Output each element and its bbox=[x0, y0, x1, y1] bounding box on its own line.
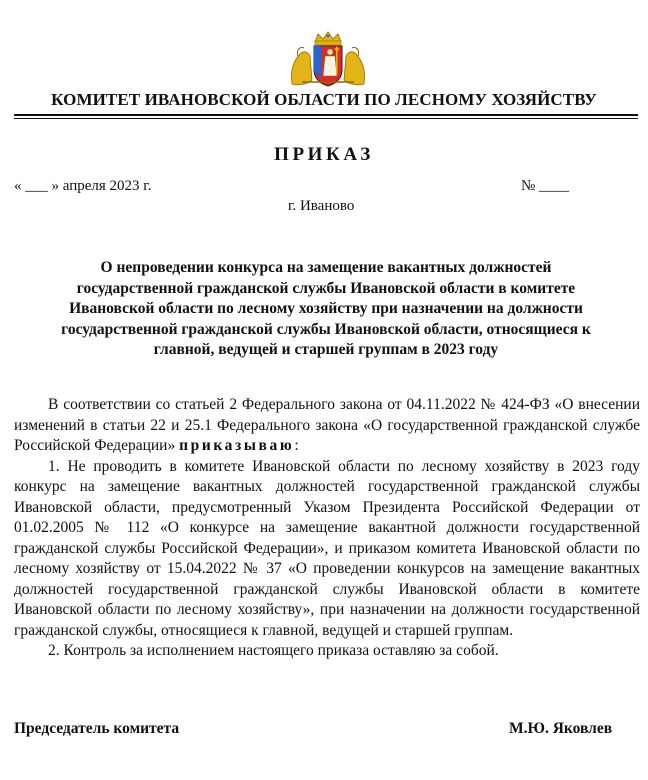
title-line: главной, ведущей и старшей группам в 2023 году bbox=[153, 341, 499, 358]
order-word: приказываю bbox=[179, 437, 295, 454]
header-divider-thick bbox=[14, 114, 638, 116]
header-divider-thin bbox=[14, 118, 638, 119]
item-2-paragraph: 2. Контроль за исполнением настоящего приказа оставляю за собой. bbox=[48, 642, 499, 659]
ivanovo-oblast-coat-of-arms-icon bbox=[288, 30, 368, 88]
title-line: О непроведении конкурса на замещение вакантных должностей bbox=[100, 259, 552, 276]
title-line: государственной гражданской службы Ивановской области в комитете bbox=[76, 279, 576, 297]
title-line: Ивановской области по лесному хозяйству при назначении на должности bbox=[69, 300, 583, 317]
item-1-paragraph: 1. Не проводить в комитете Ивановской области по лесному хозяйству в 2023 году конкурс на замещение вакантных должностей государственной гражданской службы Ивановской области, предусмотренный Указом Президента Российской Федерации от 01.02.2005 № 112 «О конкурсе на замещение вакантной должности государственной гражданской службы Российской Федерации», и приказом комитета Ивановской области по лесному хозяйству от 15.04.2022 № 37 «О проведении конкурсов на замещение вакантных должностей государственной гражданской службы Ивановской области в комитете Ивановской области по лесному хозяйству», при назначении на должности государственной гражданской службы, относящиеся к главной, ведущей и старшей группам. bbox=[14, 457, 640, 639]
document-city: г. Иваново bbox=[288, 198, 355, 214]
signatory-name: М.Ю. Яковлев bbox=[509, 720, 613, 737]
order-colon: : bbox=[294, 437, 299, 454]
document-number: № ____ bbox=[521, 178, 570, 194]
document-body bbox=[14, 395, 640, 662]
committee-name: КОМИТЕТ ИВАНОВСКОЙ ОБЛАСТИ ПО ЛЕСНОМУ ХОЗЯЙСТВУ bbox=[51, 90, 597, 109]
title-line: государственной гражданской службы Ивановской области, относящиеся к bbox=[61, 320, 591, 338]
document-title bbox=[20, 258, 632, 361]
document-date: « ___ » апреля 2023 г. bbox=[14, 178, 152, 194]
preamble-paragraph bbox=[14, 395, 640, 457]
document-type: ПРИКАЗ bbox=[274, 144, 374, 165]
preamble-text: В соответствии со статьей 2 Федерального закона от 04.11.2022 № 424-ФЗ «О внесении изменений в статьи 22 и 25.1 Федерального закона «О государственной гражданской службе Российской Федерации» bbox=[14, 396, 640, 454]
signatory-role: Председатель комитета bbox=[14, 720, 180, 737]
